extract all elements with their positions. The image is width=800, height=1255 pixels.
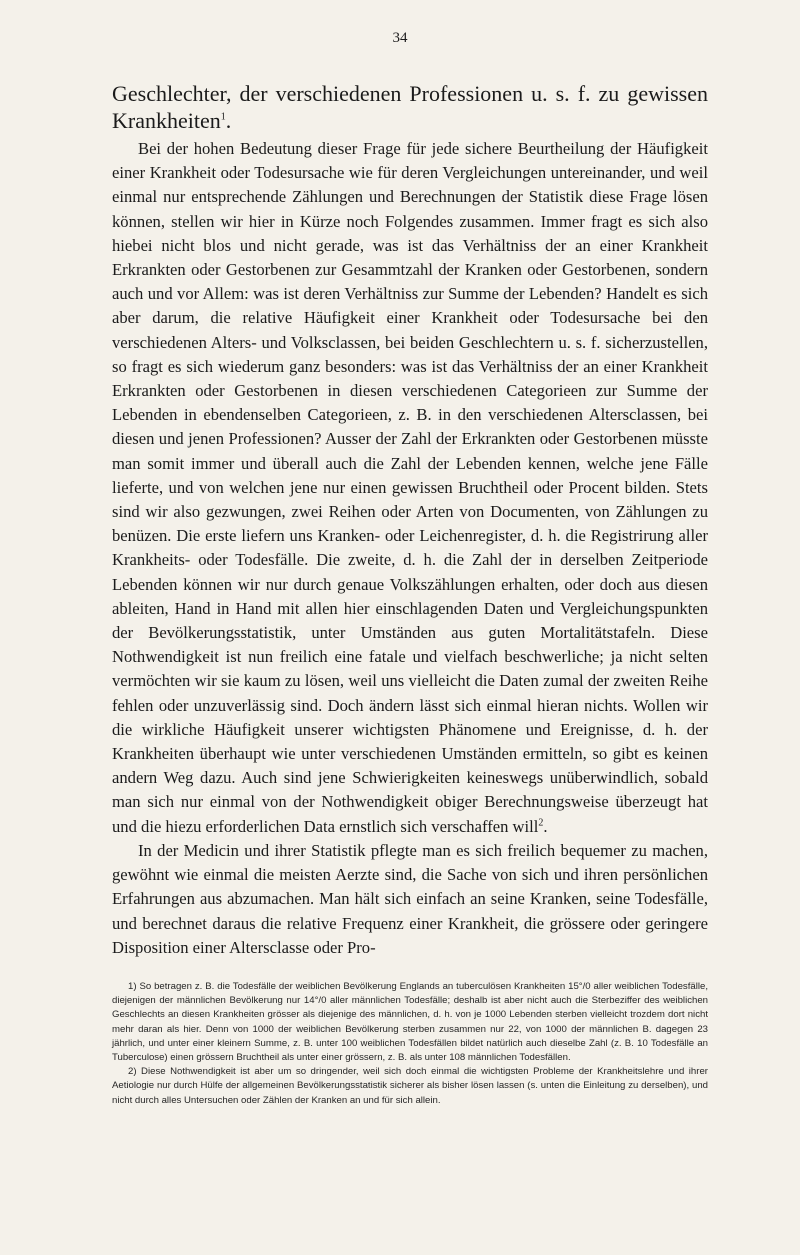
footnote-1: 1) So betragen z. B. die Todesfälle der weiblichen Bevölkerung Englands an tuberculösen Krankheiten 15°/0 aller weiblichen Todesfälle, diejenigen der männlichen Bevölkerung nur 14°/0 aller männlichen Todesfälle; deshalb ist aber nicht auch die Sterbeziffer des weiblichen Geschlechts an diesen Krankheiten grösser als diejenige des männlichen, d. h. von je 1000 Lebenden sterben vielleicht trozdem dort nicht mehr daran als hier. Denn von 1000 der weiblichen Bevölkerung sterben zusammen nur 22, von 1000 der männlichen B. dagegen 23 jährlich, und unter einer kleinern Summe, z. B. unter 100 weiblichen Todesfällen bildet natürlich auch dieselbe Zahl (z. B. 10 Todesfälle an Tuberculose) einen grössern Bruchtheil als unter einer grössern, z. B. als unter 108 männlichen Todesfällen. xyxy=(112,980,708,1063)
footnote-2: 2) Diese Nothwendigkeit ist aber um so dringender, weil sich doch einmal die wichtigsten Probleme der Krankheitslehre und ihrer Aetiologie nur durch Hülfe der allgemeinen Bevölkerungsstatistik sicherer als bisher lösen lassen (s. unten die Einleitung zu derselben), und nicht durch alles Untersuchen oder Zählen der Kranken an und für sich allein. xyxy=(112,1066,708,1106)
page-number: 34 xyxy=(392,30,408,46)
heading-text: Geschlechter, der verschiedenen Professionen u. s. f. zu gewissen Krankheiten xyxy=(112,81,708,133)
paragraph-2: In der Medicin und ihrer Statistik pflegte man es sich freilich bequemer zu machen, gewöhnt wie einmal die meisten Aerzte sind, die Sache von sich und ihren persönlichen Erfahrungen aus abzumachen. Man hält sich einfach an seine Kranken, seine Todesfälle, und berechnet daraus die relative Frequenz einer Krankheit, die grössere oder geringere Disposition einer Altersclasse oder Pro- xyxy=(112,840,708,957)
section-heading xyxy=(112,80,708,134)
paragraph-1-tail: . xyxy=(543,816,548,836)
paragraph-1-text: Bei der hohen Bedeutung dieser Frage für jede sichere Beurtheilung der Häufigkeit einer Krankheit oder Todesursache wie für deren Vergleichungen untereinander, und weil einmal nur entsprechende Zählungen und Berechnungen der Statistik diese Frage lösen können, stellen wir hier in Kürze noch Folgendes zusammen. Immer fragt es sich also hiebei nicht blos und nicht gerade, was ist das Verhältniss der an einer Krankheit Erkrankten oder Gestorbenen zur Gesammtzahl der Kranken oder Gestorbenen, sondern auch und vor Allem: was ist deren Verhältniss zur Summe der Lebenden? Handelt es sich aber darum, die relative Häufigkeit einer Krankheit oder Todesursache bei den verschiedenen Alters- und Volksclassen, bei beiden Geschlechtern u. s. f. sicherzustellen, so fragt es sich wiederum ganz besonders: was ist das Verhältniss der an einer Krankheit Erkrankten oder Gestorbenen in diesen verschiedenen Categorieen zur Summe der Lebenden in ebendenselben Categorieen, z. B. in den verschiedenen Altersclassen, bei diesen und jenen Professionen? Ausser der Zahl der Erkrankten oder Gestorbenen müsste man somit immer und überall auch die Zahl der Lebenden kennen, welche jene Fälle lieferte, und von welchen jene nur einen gewissen Bruchtheil oder Procent bilden. Stets sind wir also gezwungen, zwei Reihen oder Arten von Documenten, von Zählungen zu benüzen. Die erste liefern uns Kranken- oder Leichenregister, d. h. die Registrirung aller Krankheits- oder Todesfälle. Die zweite, d. h. die Zahl der in derselben Zeitperiode Lebenden können wir nur durch genaue Volkszählungen erhalten, oder doch aus diesen ableiten, Hand in Hand mit allen hier einschlagenden Daten und Vergleichungspunkten der Bevölkerungsstatistik, unter Umständen aus guten Mortalitätstafeln. Diese Nothwendigkeit ist nun freilich eine fatale und vielfach beschwerliche; ja nicht selten vermöchten wir sie kaum zu lösen, weil uns vielleicht die Daten zumal der zweiten Reihe fehlen oder unzuverlässig sind. Doch ändern lässt sich einmal hieran nichts. Wollen wir die wirkliche Häufigkeit unserer wichtigsten Phänomene und Ereignisse, d. h. der Krankheiten überhaupt wie unter verschiedenen Umständen ermitteln, so gibt es keinen andern Weg dazu. Auch sind jene Schwierigkeiten keineswegs unüberwindlich, sobald man sich nur einmal von der Nothwendigkeit obiger Berechnungsweise überzeugt hat und die hiezu erforderlichen Data ernstlich sich verschaffen will xyxy=(112,139,708,836)
page-content xyxy=(112,80,708,1108)
footnote-ref-1: 1 xyxy=(220,111,226,123)
paragraph-1 xyxy=(112,137,708,839)
footnote-ref-2: 2 xyxy=(538,817,544,829)
heading-end: . xyxy=(225,108,232,133)
footnotes xyxy=(112,980,708,1108)
